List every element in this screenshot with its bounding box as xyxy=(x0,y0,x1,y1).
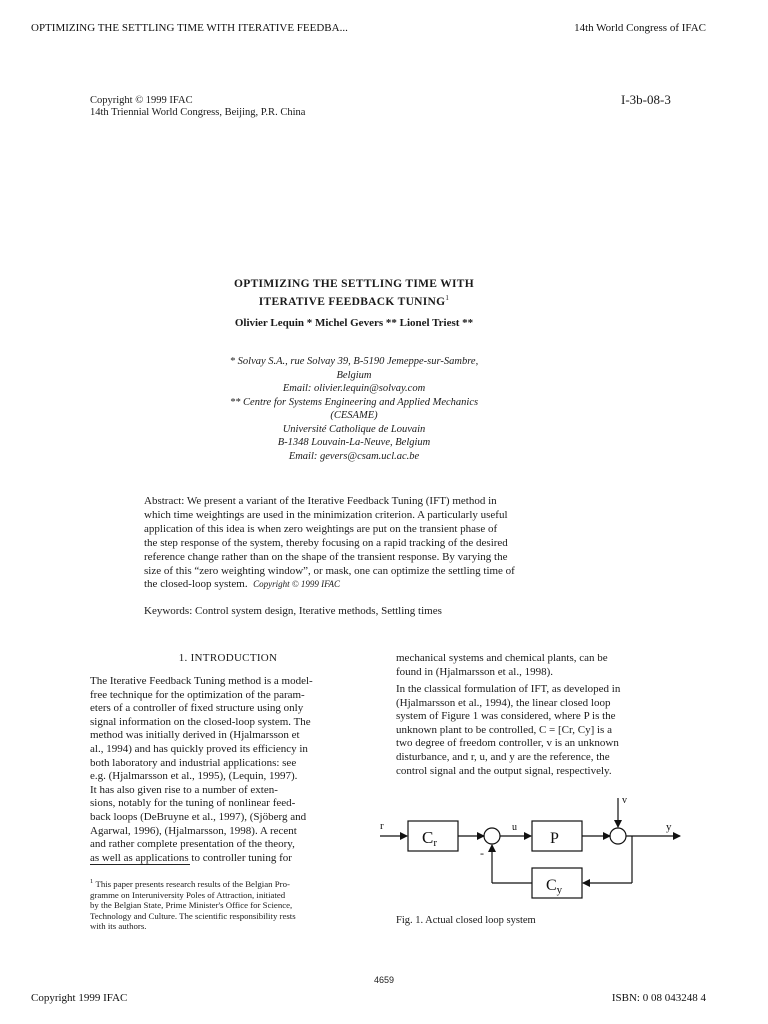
title-footnote-mark: 1 xyxy=(445,294,450,302)
footnote-mark: 1 xyxy=(90,878,94,885)
congress-line: 14th Triennial World Congress, Beijing, P.R. China xyxy=(90,107,306,118)
copyright-line: Copyright © 1999 IFAC xyxy=(90,95,193,106)
intro-line: disturbance, and r, u, and y are the reference, the xyxy=(396,750,610,763)
intro-line: two degree of freedom controller, v is an unknown xyxy=(396,737,619,750)
intro-left-column xyxy=(90,675,366,865)
r-label: r xyxy=(380,820,384,832)
affiliation-line: (CESAME) xyxy=(330,410,378,421)
minus-label: - xyxy=(480,846,484,860)
title-line-1: OPTIMIZING THE SETTLING TIME WITH xyxy=(234,278,474,290)
intro-line: (Hjalmarsson et al., 1994), the linear closed loop xyxy=(396,696,611,709)
abstract-last-line: the closed-loop system. xyxy=(144,578,248,591)
copyright-block xyxy=(90,95,305,119)
affiliations xyxy=(134,355,574,463)
affiliation-line: * Solvay S.A., rue Solvay 39, B-5190 Jemeppe-sur-Sambre, xyxy=(229,356,479,367)
intro-line: sions, notably for the tuning of nonlinear feed- xyxy=(90,797,296,810)
abstract-line: Abstract: We present a variant of the Iterative Feedback Tuning (IFT) method in xyxy=(144,495,497,507)
intro-line: The Iterative Feedback Tuning method is a model- xyxy=(90,675,313,687)
footnote-line: gramme on Interuniversity Poles of Attraction, initiated xyxy=(90,889,286,900)
keywords: Keywords: Control system design, Iterative methods, Settling times xyxy=(144,605,442,617)
abstract-line: the step response of the system, thereby focusing on a rapid tracking of the desired xyxy=(144,536,508,549)
intro-right-column-1 xyxy=(396,652,672,679)
intro-line: control signal and the output signal, respectively. xyxy=(396,764,612,777)
footnote-line: with its authors. xyxy=(90,921,147,932)
affiliation-line: ** Centre for Systems Engineering and Applied Mechanics xyxy=(229,396,479,408)
section-heading: 1. INTRODUCTION xyxy=(178,652,278,664)
footnote-first-line: This paper presents research results of the Belgian Pro- xyxy=(95,878,290,889)
intro-line: method was initially derived in (Hjalmarsson et xyxy=(90,729,300,742)
cy-label xyxy=(546,877,563,896)
cr-label-sub: r xyxy=(433,837,438,849)
title-line-2-text: ITERATIVE FEEDBACK TUNING xyxy=(258,295,446,308)
u-label: u xyxy=(512,822,517,833)
cr-label xyxy=(422,828,437,849)
v-label: v xyxy=(622,795,627,806)
intro-line: e.g. (Hjalmarsson et al., 1995), (Lequin, 1997). xyxy=(90,770,298,783)
abstract-line: application of this idea is when zero weightings are put on the transient phase of xyxy=(144,522,498,535)
abstract-line: which time weightings are used in the minimization criterion. A particularly useful xyxy=(144,508,508,521)
affiliation-line: Email: olivier.lequin@solvay.com xyxy=(282,383,426,394)
paper-code: I-3b-08-3 xyxy=(621,92,671,107)
p-label: P xyxy=(550,830,559,847)
title-line-2 xyxy=(134,291,574,309)
intro-line: back loops (DeBruyne et al., 1997), (Sjöberg and xyxy=(90,810,307,823)
footnote xyxy=(90,877,366,932)
abstract-line: size of this “zero weighting window”, or mask, one can optimize the settling time of xyxy=(144,564,515,577)
cy-label-main: C xyxy=(546,877,557,894)
affiliation-line: Université Catholique de Louvain xyxy=(282,423,426,435)
affiliation-line: Belgium xyxy=(336,369,372,381)
running-header-conference: 14th World Congress of IFAC xyxy=(574,22,706,34)
cy-label-sub: y xyxy=(556,884,563,896)
y-label: y xyxy=(666,821,672,833)
closed-loop-diagram xyxy=(370,790,690,910)
running-header-title: OPTIMIZING THE SETTLING TIME WITH ITERATIVE FEEDBA... xyxy=(31,22,348,34)
authors: Olivier Lequin * Michel Gevers ** Lionel Triest ** xyxy=(234,317,474,329)
footer-copyright: Copyright 1999 IFAC xyxy=(31,992,128,1004)
page-number: 4659 xyxy=(373,975,395,985)
intro-line: both laboratory and industrial applications: see xyxy=(90,756,297,769)
intro-line: al., 1994) and has quickly proved its efficiency in xyxy=(90,742,308,755)
cr-label-main: C xyxy=(422,828,434,847)
affiliation-line: B-1348 Louvain-La-Neuve, Belgium xyxy=(277,437,431,448)
abstract-line: reference change rather than on the shape of the transient response. By varying the xyxy=(144,550,508,563)
abstract-copyright: Copyright © 1999 IFAC xyxy=(253,579,341,590)
intro-line: Agarwal, 1996), (Hjalmarsson, 1998). A recent xyxy=(90,824,297,837)
affiliation-line: Email: gevers@csam.ucl.ac.be xyxy=(288,450,420,462)
footnote-line: by the Belgian State, Prime Minister's Office for Science, xyxy=(90,900,293,911)
intro-line: unknown plant to be controlled, C = [Cr, Cy] is a xyxy=(396,723,612,736)
intro-line: and rather complete presentation of the theory, xyxy=(90,838,295,851)
footnote-line xyxy=(90,877,366,890)
paper-title xyxy=(134,277,574,309)
intro-line: It has also given rise to a number of exten- xyxy=(90,783,278,796)
abstract-line xyxy=(144,578,621,592)
intro-line: signal information on the closed-loop system. The xyxy=(90,715,311,728)
abstract xyxy=(144,495,621,592)
intro-line: found in (Hjalmarsson et al., 1998). xyxy=(396,665,554,678)
footnote-line: Technology and Culture. The scientific responsibility rests xyxy=(90,910,296,921)
intro-line: as well as applications to controller tuning for xyxy=(90,851,292,864)
intro-line: eters of a controller of fixed structure using only xyxy=(90,702,304,715)
figure-caption: Fig. 1. Actual closed loop system xyxy=(396,915,536,926)
intro-line: mechanical systems and chemical plants, can be xyxy=(396,652,608,664)
footnote-rule xyxy=(90,864,190,865)
intro-line: system of Figure 1 was considered, where P is the xyxy=(396,710,616,723)
summing-junction-2 xyxy=(610,828,626,844)
footer-isbn: ISBN: 0 08 043248 4 xyxy=(611,992,706,1004)
summing-junction-1 xyxy=(484,828,500,844)
intro-line: free technique for the optimization of the param- xyxy=(90,688,305,701)
intro-line: In the classical formulation of IFT, as developed in xyxy=(396,683,621,695)
intro-right-column-2 xyxy=(396,683,672,778)
